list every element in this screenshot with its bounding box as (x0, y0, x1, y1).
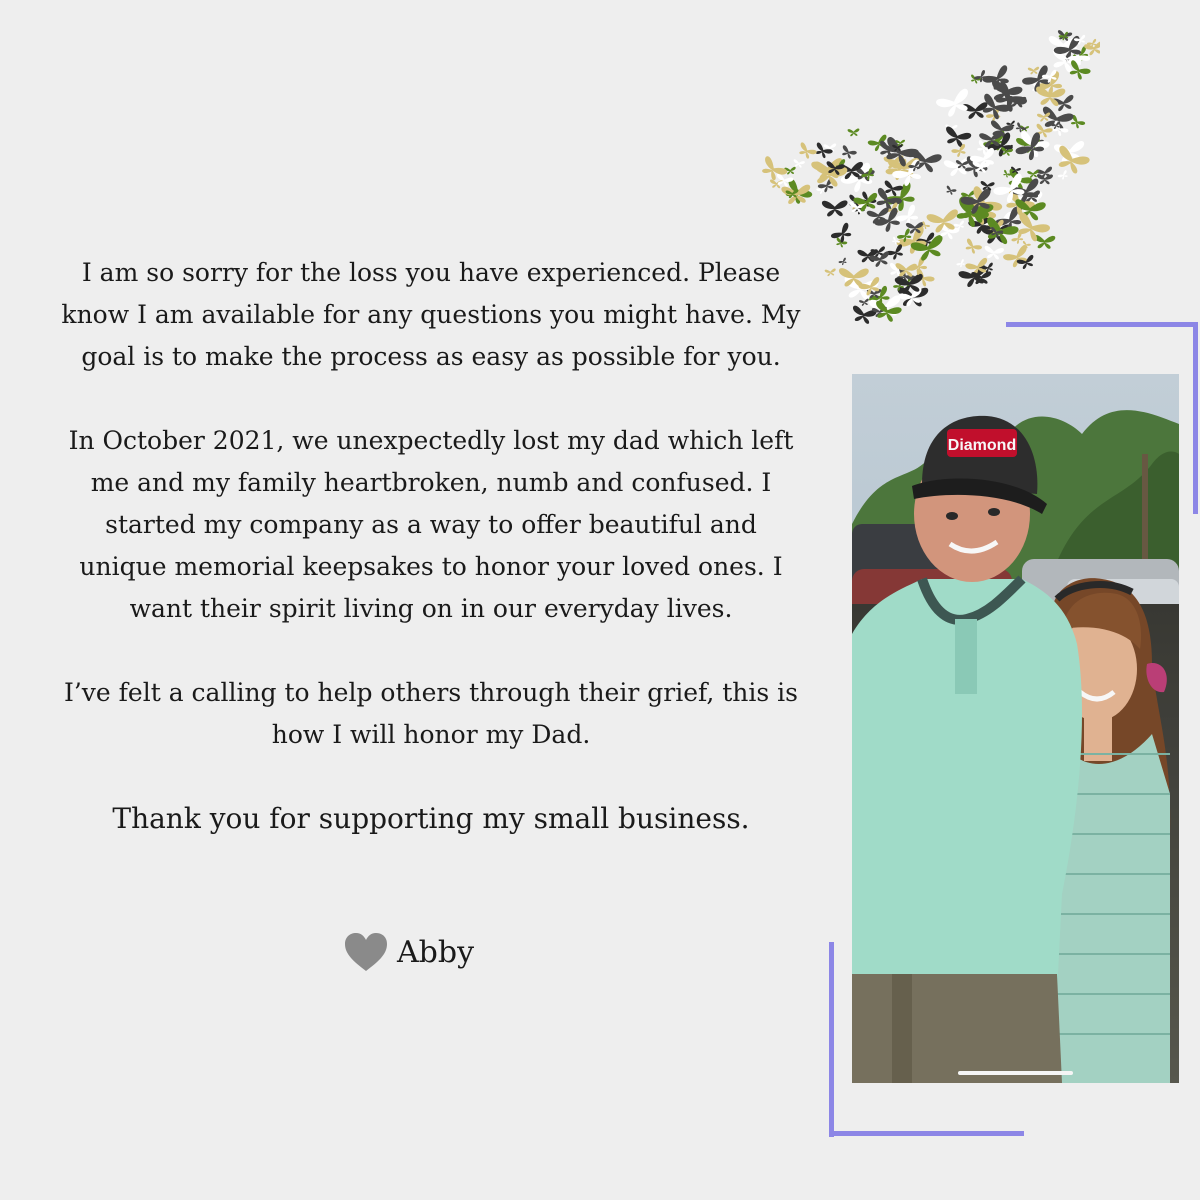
thank-you-line: Thank you for supporting my small business. (112, 802, 750, 835)
butterfly-swarm-icon (760, 18, 1100, 338)
butterfly-shape (1028, 67, 1040, 75)
butterfly-shape (1027, 170, 1039, 178)
paragraph-condolence (36, 252, 826, 378)
line: goal is to make the process as easy as possible for you. (81, 342, 781, 371)
paragraph-story (36, 420, 826, 630)
butterfly-shape (956, 259, 966, 269)
line: want their spirit living on in our everyday lives. (129, 594, 733, 623)
butterfly-shape (792, 159, 805, 168)
butterfly-shape (942, 126, 972, 149)
heart-icon (343, 931, 389, 973)
line: how I will honor my Dad. (271, 720, 591, 749)
line: know I am available for any questions you might have. My (61, 300, 801, 329)
line: I’ve felt a calling to help others through their grief, this is (63, 678, 798, 707)
line: unique memorial keepsakes to honor your loved ones. I (79, 552, 783, 581)
butterfly-shape (983, 246, 1004, 261)
family-photo (852, 374, 1179, 1083)
butterfly-shape (838, 257, 848, 266)
butterfly-shape (944, 185, 956, 196)
frame-left-line (829, 942, 834, 1137)
butterfly-shape (935, 88, 974, 120)
butterfly-shape (830, 222, 855, 246)
line: I am so sorry for the loss you have experienced. Please (81, 258, 781, 287)
butterfly-shape (839, 145, 857, 161)
line: me and my family heartbroken, numb and confused. I (90, 468, 772, 497)
butterfly-shape (1037, 174, 1053, 184)
butterfly-shape (969, 74, 982, 84)
line: started my company as a way to offer beautiful and (105, 510, 757, 539)
butterfly-shape (847, 128, 859, 136)
cap-logo-text: Diamond (947, 437, 1017, 454)
butterfly-shape (825, 268, 837, 276)
photo-scroll-indicator (958, 1071, 1073, 1075)
signature-name: Abby (397, 934, 475, 970)
butterfly-shape (796, 142, 817, 161)
letter-text (36, 252, 826, 882)
butterfly-shape (859, 298, 870, 306)
frame-right-line (1193, 322, 1198, 514)
butterfly-shape (963, 238, 983, 256)
butterfly-shape (1057, 170, 1069, 181)
butterfly-shape (822, 200, 848, 216)
butterfly-shape (1002, 245, 1032, 270)
frame-top-line (1006, 322, 1198, 327)
butterfly-shape (770, 179, 784, 188)
line: In October 2021, we unexpectedly lost my dad which left (68, 426, 794, 455)
paragraph-calling (36, 672, 826, 756)
signature (343, 928, 474, 976)
frame-bottom-line (829, 1131, 1024, 1136)
